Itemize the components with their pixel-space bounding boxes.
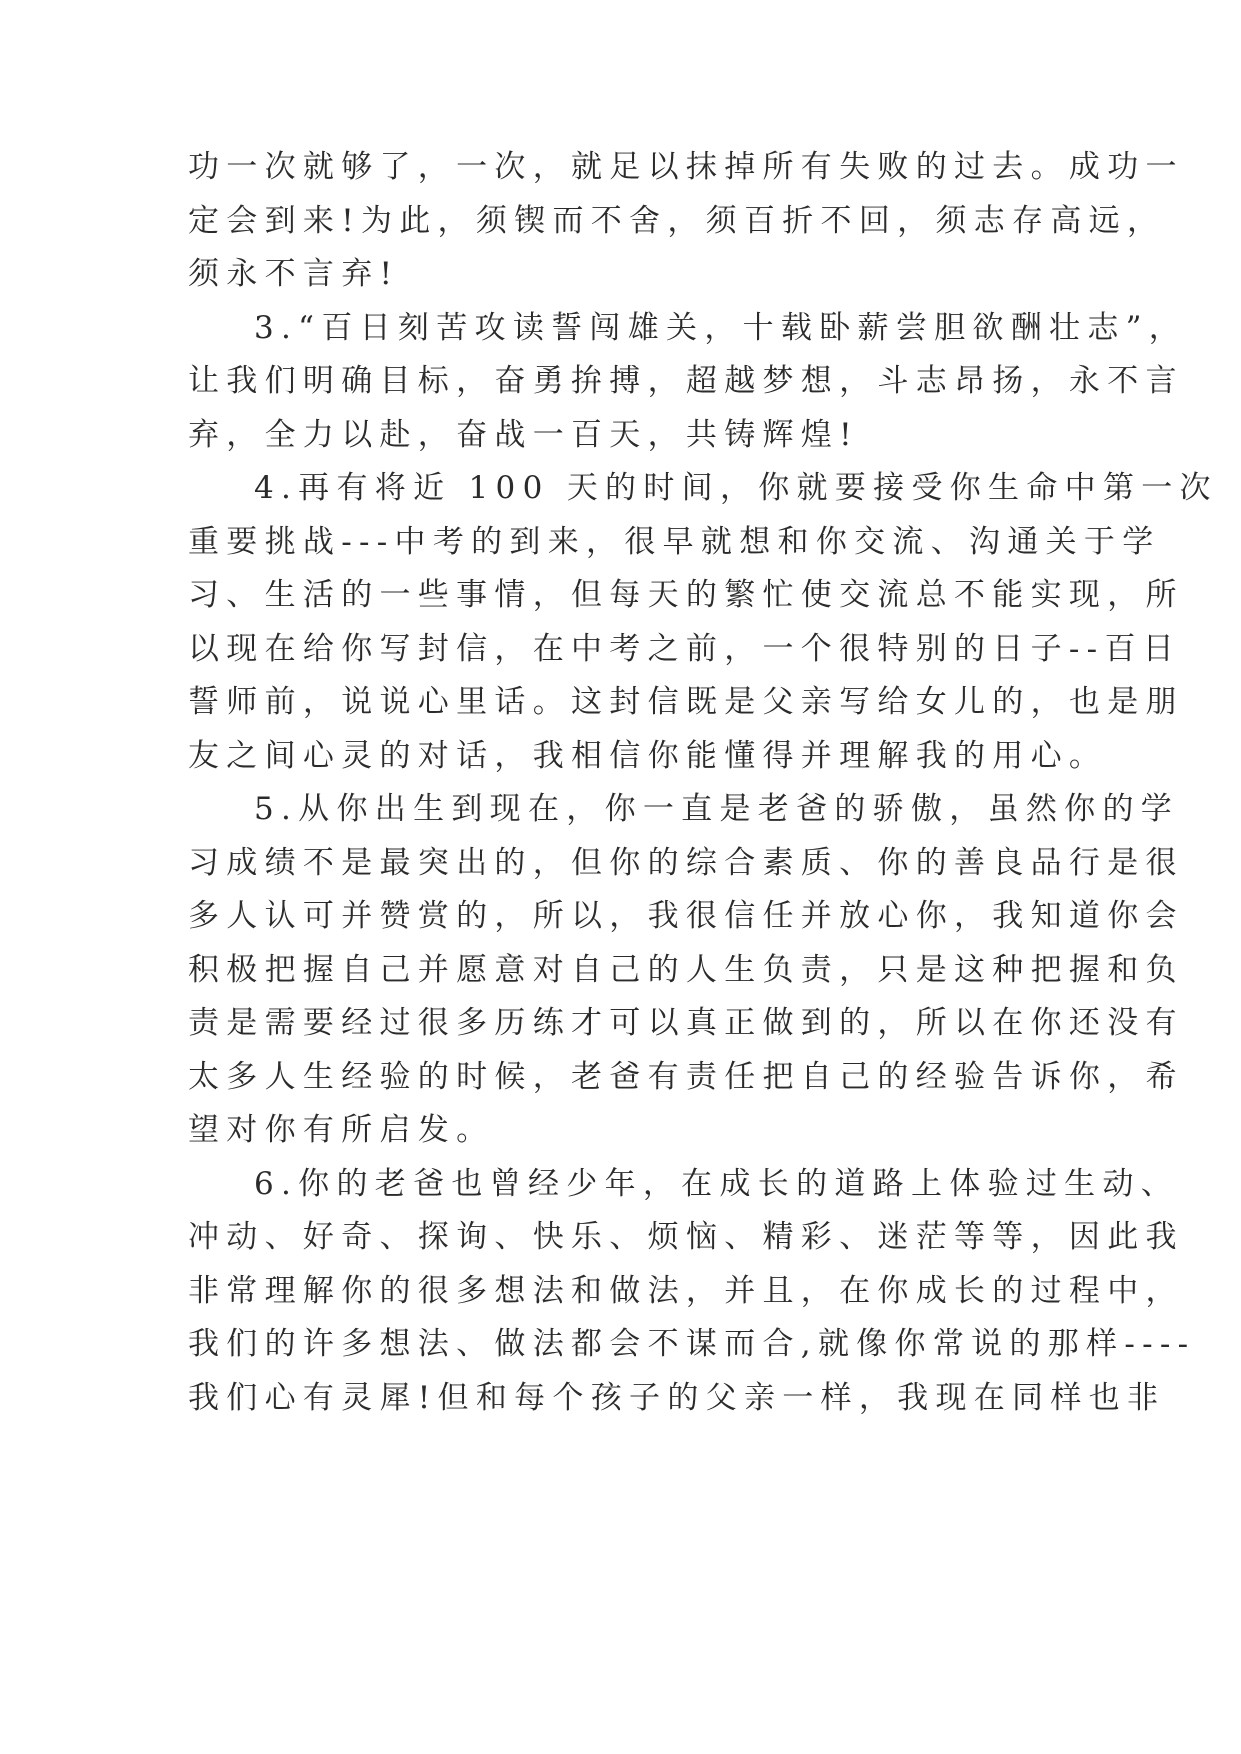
text-line: 我们的许多想法、做法都会不谋而合,就像你常说的那样---- [188,1326,1196,1362]
text-line: 积极把握自己并愿意对自己的人生负责，只是这种把握和负 [188,952,1184,988]
text-line: 誓师前，说说心里话。这封信既是父亲写给女儿的，也是朋 [188,684,1184,720]
text-line: 太多人生经验的时候，老爸有责任把自己的经验告诉你，希 [188,1059,1184,1095]
text-line: 让我们明确目标，奋勇拚搏，超越梦想，斗志昂扬，永不言 [188,363,1184,399]
text-line: 习、生活的一些事情，但每天的繁忙使交流总不能实现，所 [188,577,1184,613]
text-line: 重要挑战---中考的到来，很早就想和你交流、沟通关于学 [188,524,1161,560]
text-line: 弃，全力以赴，奋战一百天，共铸辉煌! [188,417,859,453]
text-line: 定会到来!为此，须锲而不舍，须百折不回，须志存高远， [188,203,1166,239]
text-line: 以现在给你写封信，在中考之前，一个很特别的日子--百日 [188,631,1182,667]
text-line: 须永不言弃! [188,256,400,292]
paragraph-3-first-line: 3.“百日刻苦攻读誓闯雄关，十载卧薪尝胆欲酬壮志”， [254,310,1188,346]
paragraph-5-first-line: 5.从你出生到现在，你一直是老爸的骄傲，虽然你的学 [254,791,1180,827]
text-line: 冲动、好奇、探询、快乐、烦恼、精彩、迷茫等等，因此我 [188,1219,1184,1255]
text-line: 责是需要经过很多历练才可以真正做到的，所以在你还没有 [188,1005,1184,1041]
text-line: 功一次就够了，一次，就足以抹掉所有失败的过去。成功一 [188,149,1184,185]
text-line: 非常理解你的很多想法和做法，并且，在你成长的过程中， [188,1273,1184,1309]
text-line: 多人认可并赞赏的，所以，我很信任并放心你，我知道你会 [188,898,1184,934]
text-line: 望对你有所启发。 [188,1112,495,1148]
text-line: 我们心有灵犀!但和每个孩子的父亲一样，我现在同样也非 [188,1380,1166,1416]
text-line: 友之间心灵的对话，我相信你能懂得并理解我的用心。 [188,738,1108,774]
text-line: 习成绩不是最突出的，但你的综合素质、你的善良品行是很 [188,845,1184,881]
paragraph-4-first-line: 4.再有将近 100 天的时间，你就要接受你生命中第一次 [254,470,1218,506]
paragraph-6-first-line: 6.你的老爸也曾经少年，在成长的道路上体验过生动、 [254,1166,1180,1202]
